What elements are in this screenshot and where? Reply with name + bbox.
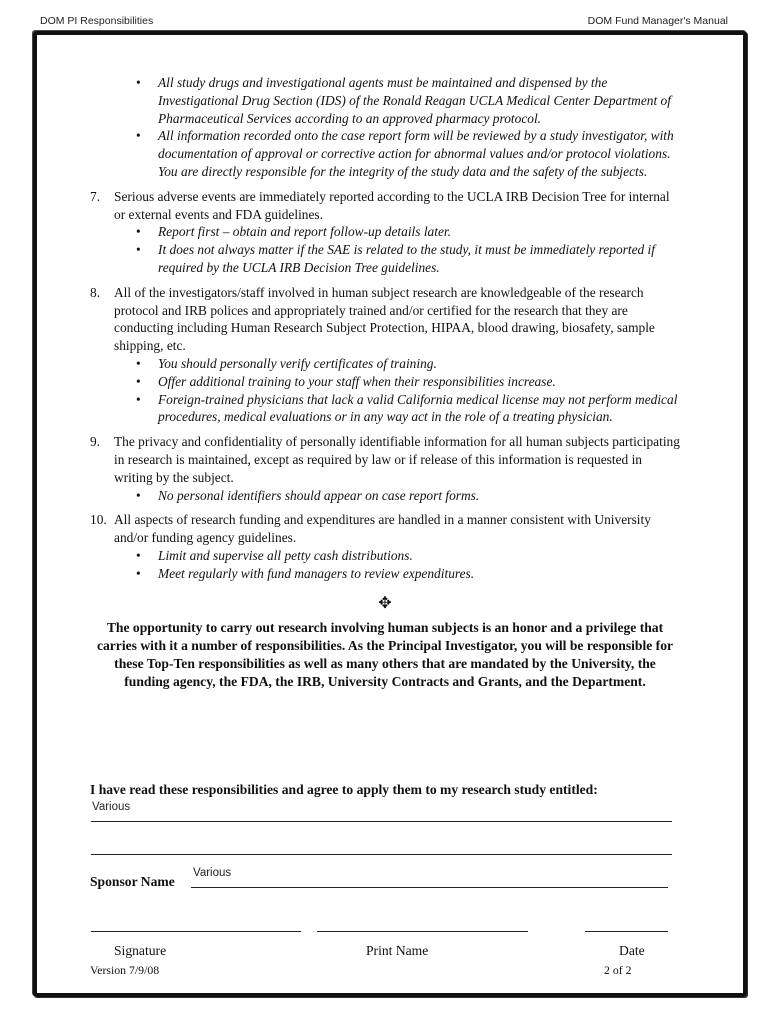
list-item: • All study drugs and investigational agents must be maintained and dispensed by the Investigational Drug Section (IDS) of the Ronald Reagan UCLA Medical Center Department of Pharmaceutical Services according to an approved pharmacy protocol.: [158, 74, 680, 127]
version-label: Version 7/9/08: [90, 963, 160, 977]
study-title-line-2: [91, 854, 672, 855]
study-title-line: [91, 821, 672, 822]
list-item: • Report first – obtain and report follow-up details later.: [158, 223, 680, 241]
item-text: The privacy and confidentiality of personally identifiable information for all human subjects participating in research is maintained, except as required by law or if release of this information is requested in writing by the subject.: [114, 434, 680, 485]
item-text: All aspects of research funding and expenditures are handled in a manner consistent with University and/or funding agency guidelines.: [114, 512, 651, 546]
responsibility-9: [90, 433, 680, 504]
sponsor-name-line: [191, 887, 668, 888]
item-text: Serious adverse events are immediately reported according to the UCLA IRB Decision Tree for internal or external events and FDA guidelines.: [114, 188, 670, 222]
print-name-label: Print Name: [366, 943, 429, 958]
page-number: 2 of 2: [604, 963, 632, 977]
item-number: 7.: [90, 188, 101, 204]
item-text: All of the investigators/staff involved in human subject research are knowledgeable of the research protocol and IRB polices and appropriately trained and/or certified for the research that they are conducting including Human Research Subject Protection, HIPAA, blood drawing, biosafety, sample shipping, etc.: [114, 284, 655, 354]
list-item: • Offer additional training to your staff when their responsibilities increase.: [158, 373, 680, 391]
sponsor-name-field[interactable]: Various: [193, 867, 232, 879]
item-number: 10.: [90, 512, 107, 528]
responsibility-8: [90, 284, 680, 426]
item-number: 9.: [90, 434, 101, 450]
signature-line[interactable]: [91, 931, 301, 932]
signature-label: Signature: [114, 943, 167, 958]
list-item: • Foreign-trained physicians that lack a valid California medical license may not perform medical procedures, medical evaluations or in any way act in the role of a treating physician.: [158, 391, 680, 427]
sponsor-name-label: Sponsor Name: [90, 874, 175, 889]
list-item: • Limit and supervise all petty cash distributions.: [158, 547, 680, 565]
ornament-icon: ✥: [378, 594, 392, 612]
sub-bullet-list: [114, 547, 680, 583]
sub-bullet-list: [114, 487, 680, 505]
document-body: [90, 74, 680, 691]
agreement-text: I have read these responsibilities and agree to apply them to my research study entitled:: [90, 782, 598, 797]
closing-statement: The opportunity to carry out research involving human subjects is an honor and a privilege that carries with it a number of responsibilities. As the Principal Investigator, you will be responsible for these Top-Ten responsibilities as well as many others that are mandated by the University, the funding agency, the FDA, the IRB, University Contracts and Grants, and the Department.: [96, 619, 674, 690]
print-name-line[interactable]: [317, 931, 528, 932]
list-item: • It does not always matter if the SAE is related to the study, it must be immediately reported if required by the UCLA IRB Decision Tree guidelines.: [158, 241, 680, 277]
top-bullet-list: [90, 74, 680, 181]
date-label: Date: [619, 943, 645, 958]
list-item: • No personal identifiers should appear on case report forms.: [158, 487, 680, 505]
responsibility-10: [90, 511, 680, 582]
study-title-field[interactable]: Various: [92, 801, 131, 813]
sub-bullet-list: [114, 355, 680, 426]
sub-bullet-list: [114, 223, 680, 276]
header-right: DOM Fund Manager's Manual: [587, 15, 728, 27]
header-left: DOM PI Responsibilities: [40, 15, 154, 27]
date-line[interactable]: [585, 931, 668, 932]
responsibility-7: [90, 188, 680, 277]
item-number: 8.: [90, 284, 101, 300]
list-item: • You should personally verify certificates of training.: [158, 355, 680, 373]
list-item: • All information recorded onto the case report form will be reviewed by a study investigator, with documentation of approval or corrective action for abnormal values and/or protocol violations. You are directly responsible for the integrity of the study data and the safety of the subjects.: [158, 127, 680, 180]
list-item: • Meet regularly with fund managers to review expenditures.: [158, 565, 680, 583]
